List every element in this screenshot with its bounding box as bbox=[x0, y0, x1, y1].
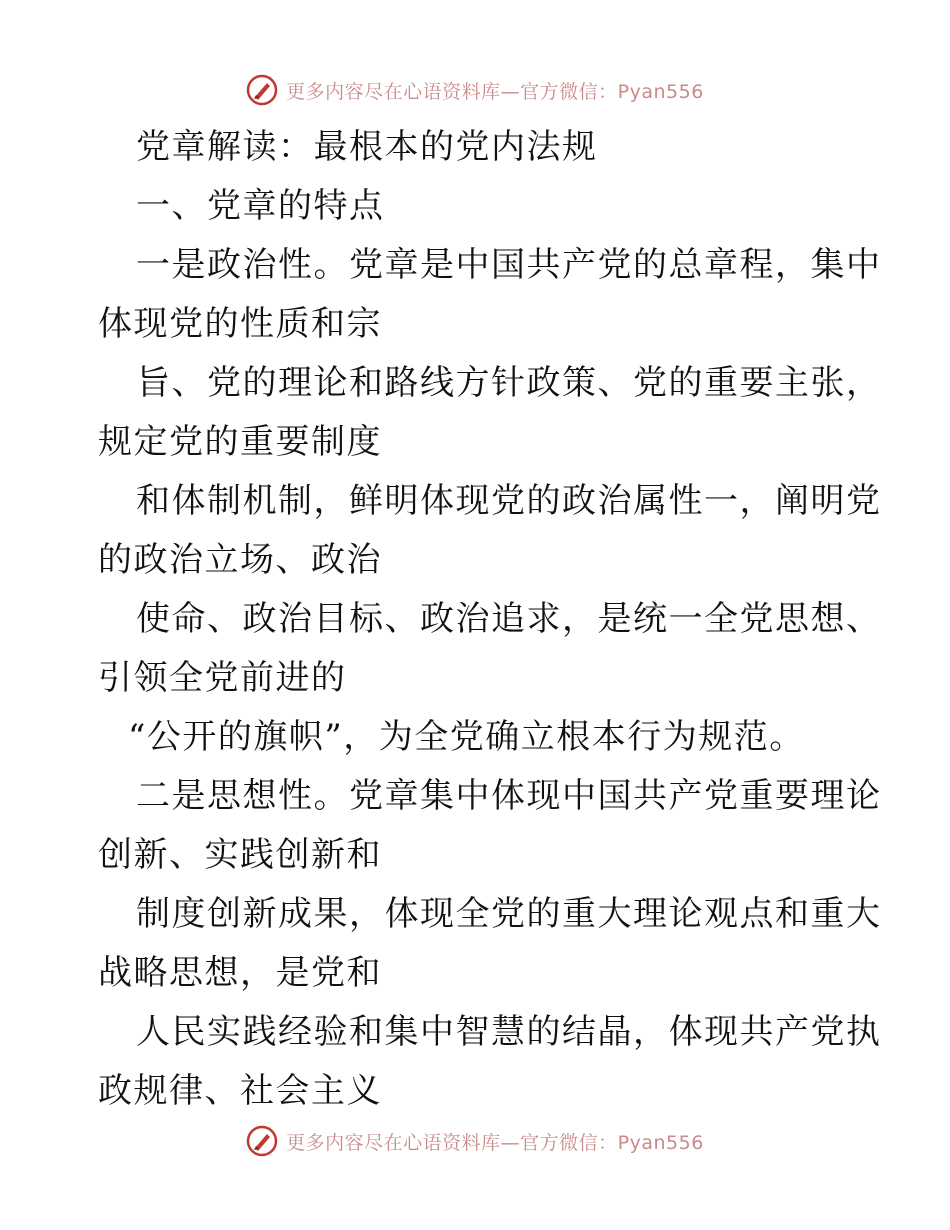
document-body bbox=[98, 118, 882, 1121]
watermark-text: 更多内容尽在心语资料库—官方微信：Pyan556 bbox=[286, 1131, 704, 1154]
footer-watermark bbox=[0, 1121, 950, 1161]
text-line: “公开的旗帜”，为全党确立根本行为规范。 bbox=[128, 717, 805, 757]
text-line: 的政治立场、政治 bbox=[98, 540, 382, 580]
text-line: 二是思想性。党章集中体现中国共产党重要理论 bbox=[136, 776, 882, 816]
text-line: 体现党的性质和宗 bbox=[98, 304, 382, 344]
text-line: 一是政治性。党章是中国共产党的总章程，集中 bbox=[136, 245, 882, 285]
text-line: 规定党的重要制度 bbox=[98, 422, 382, 462]
text-line: 制度创新成果，体现全党的重大理论观点和重大 bbox=[136, 894, 882, 934]
text-line: 和体制机制，鲜明体现党的政治属性一，阐明党 bbox=[136, 481, 882, 521]
text-line: 引领全党前进的 bbox=[98, 658, 347, 698]
section-heading: 一、党章的特点 bbox=[136, 186, 385, 226]
pen-logo-icon bbox=[246, 74, 278, 106]
text-line: 旨、党的理论和路线方针政策、党的重要主张， bbox=[136, 363, 882, 403]
watermark-text: 更多内容尽在心语资料库—官方微信：Pyan556 bbox=[286, 80, 704, 103]
text-line: 创新、实践创新和 bbox=[98, 835, 382, 875]
text-line: 政规律、社会主义 bbox=[98, 1071, 382, 1111]
text-line: 战略思想，是党和 bbox=[98, 953, 382, 993]
header-watermark bbox=[0, 70, 950, 110]
document-title: 党章解读：最根本的党内法规 bbox=[136, 127, 598, 167]
text-line: 人民实践经验和集中智慧的结晶，体现共产党执 bbox=[136, 1012, 882, 1052]
pen-logo-icon bbox=[246, 1125, 278, 1157]
text-line: 使命、政治目标、政治追求，是统一全党思想、 bbox=[136, 599, 882, 639]
